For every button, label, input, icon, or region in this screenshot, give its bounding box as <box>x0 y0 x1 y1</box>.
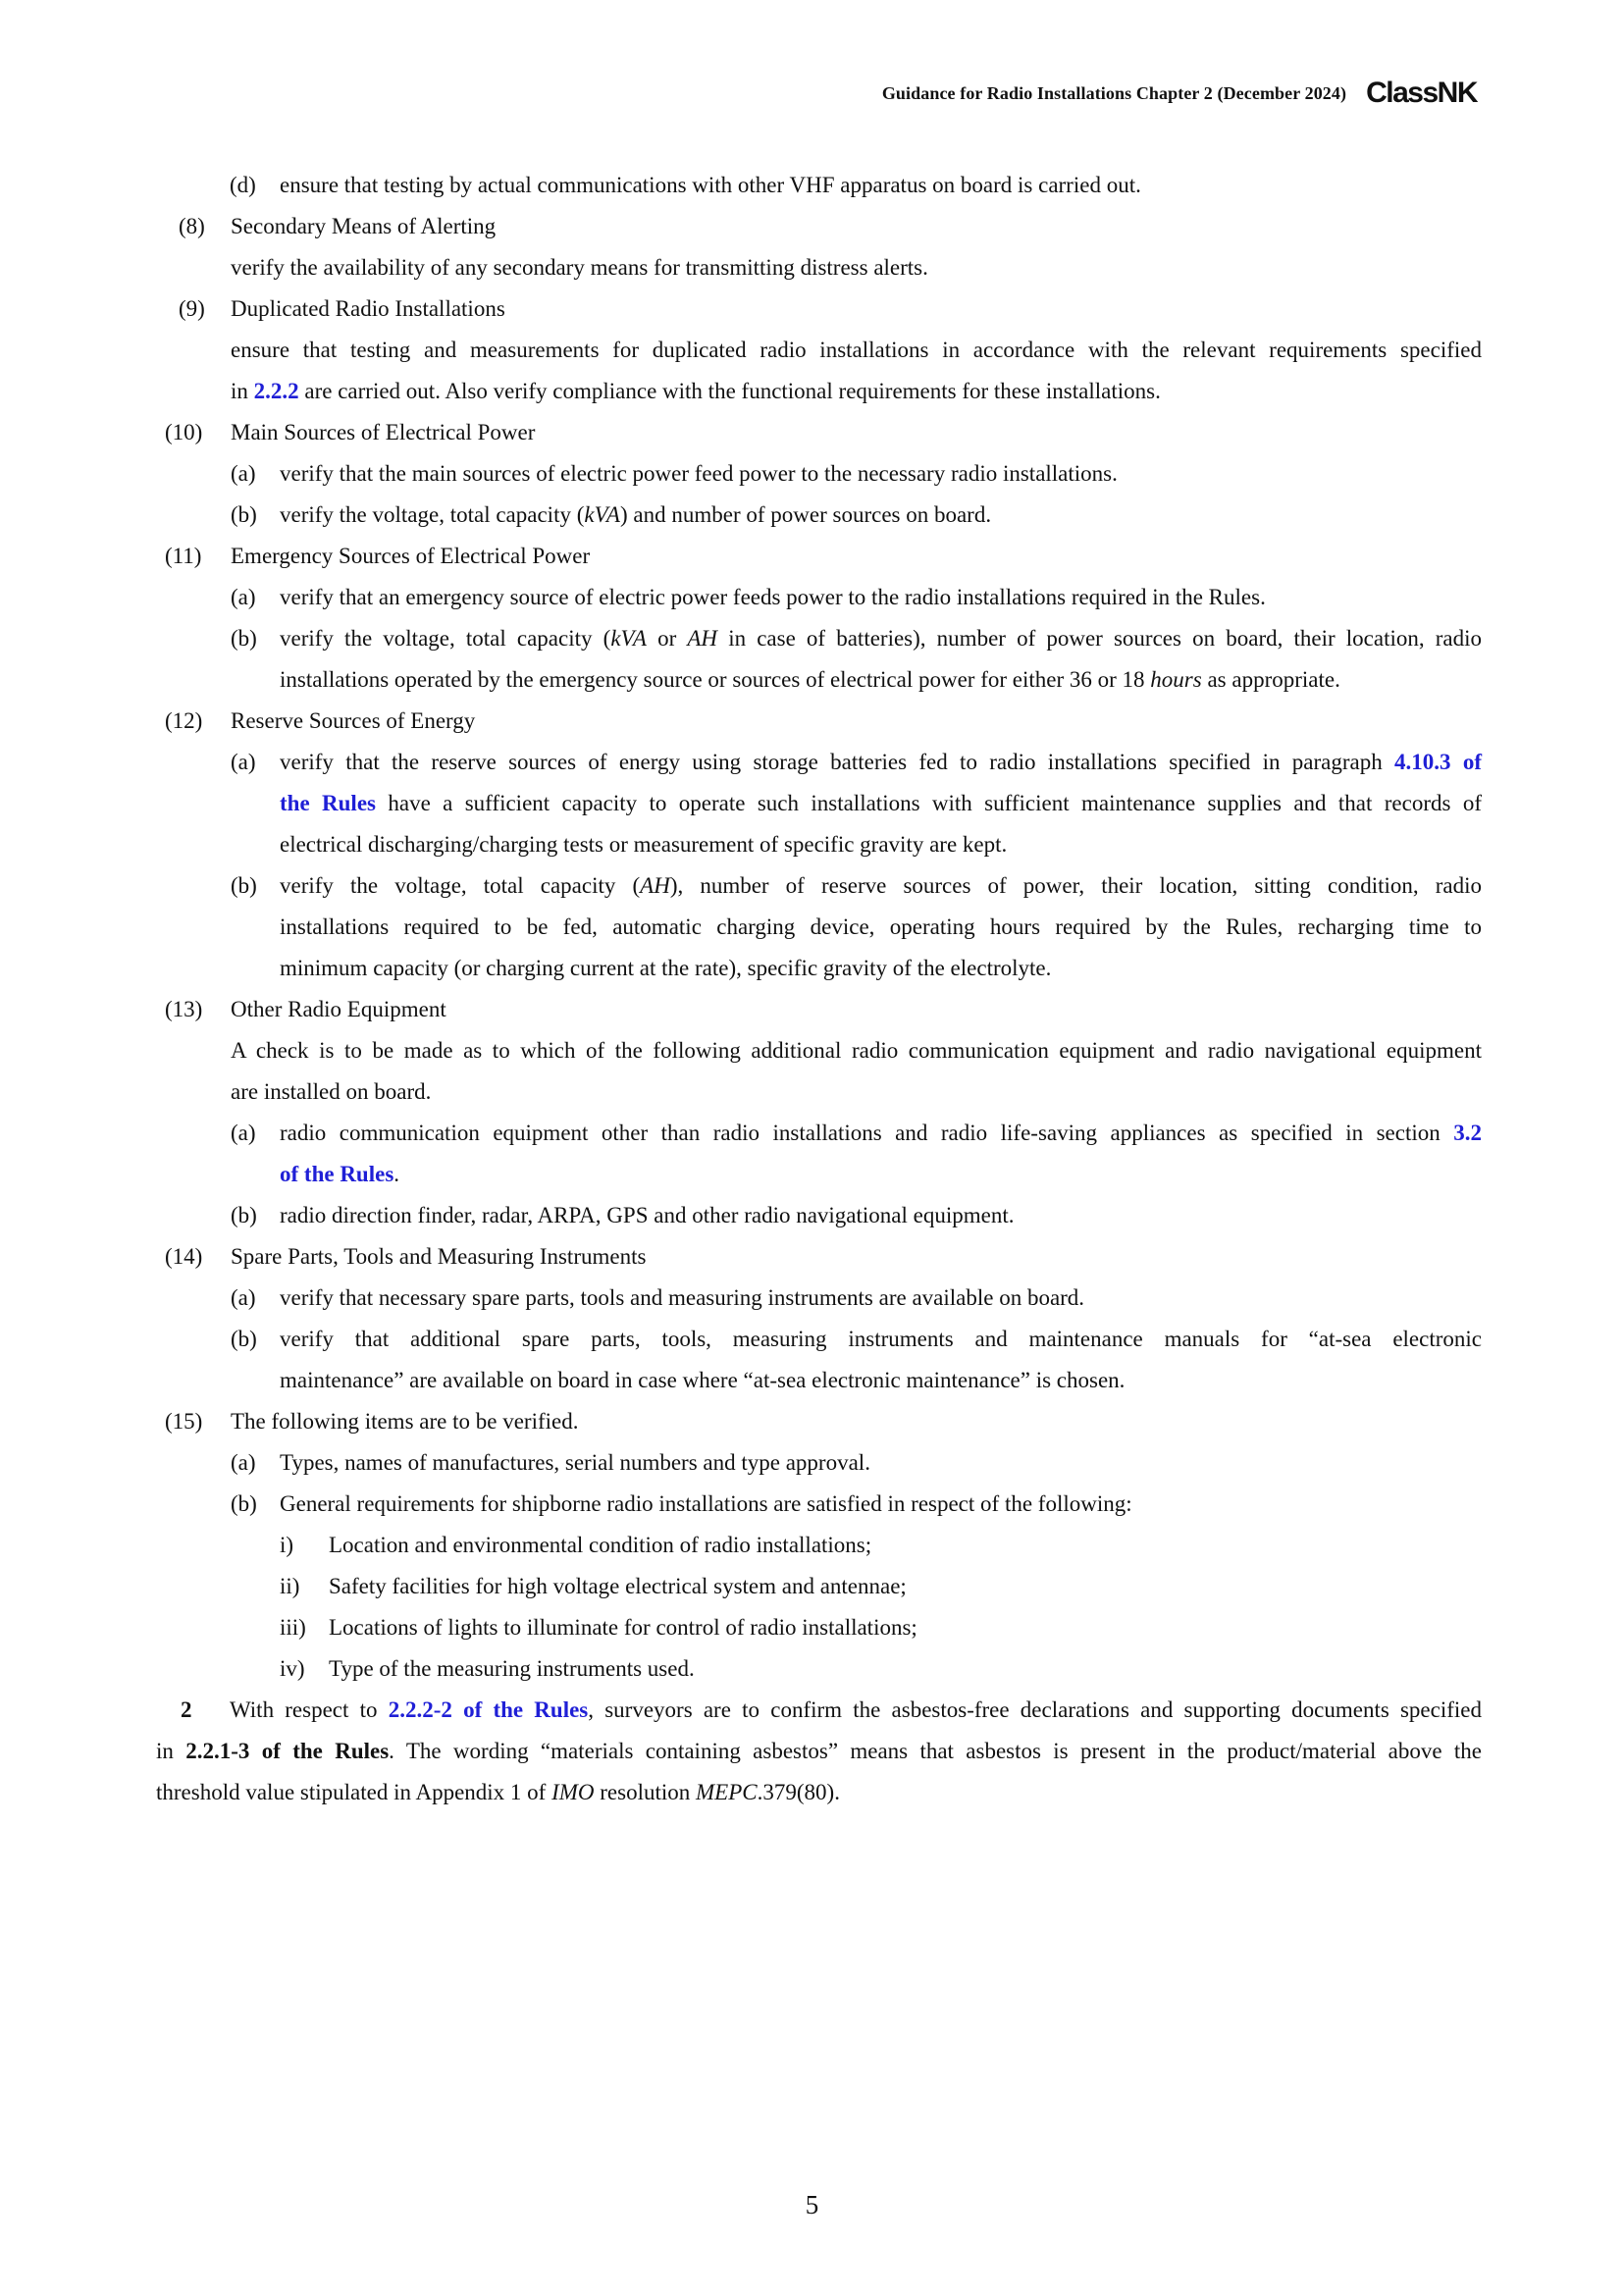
item-9-text-line2: in 2.2.2 are carried out. Also verify compliance with the functional requirements for these installations. <box>231 379 1161 403</box>
link-the-rules[interactable]: the Rules <box>280 791 376 815</box>
item-11-heading: (11) Emergency Sources of Electrical Power <box>165 544 591 568</box>
item-10a: (a) verify that the main sources of electric power feed power to the necessary radio installations. <box>231 461 1118 486</box>
item-9-text-line1: ensure that testing and measurements for duplicated radio installations in accordance with the relevant requirements specified <box>231 338 1482 362</box>
item-8-heading: (8) Secondary Means of Alerting <box>179 214 497 238</box>
link-3-2[interactable]: 3.2 <box>1453 1121 1483 1145</box>
link-of-the-rules[interactable]: of the Rules <box>280 1162 394 1186</box>
item-15-heading: (15) The following items are to be verified. <box>165 1409 579 1434</box>
item-15b-iii: iii) Locations of lights to illuminate for control of radio installations; <box>280 1615 917 1640</box>
link-2-2-2-2[interactable]: 2.2.2-2 of the Rules <box>388 1697 589 1722</box>
item-12-heading: (12) Reserve Sources of Energy <box>165 708 476 733</box>
item-11a: (a) verify that an emergency source of electric power feeds power to the radio installations required in the Rules. <box>231 585 1266 609</box>
item-9-heading: (9) Duplicated Radio Installations <box>179 296 505 321</box>
item-14b-line2: maintenance” are available on board in case where “at-sea electronic maintenance” is chosen. <box>280 1368 1126 1392</box>
item-12a-line3: electrical discharging/charging tests or measurement of specific gravity are kept. <box>280 832 1008 857</box>
item-13a-line2: of the Rules. <box>280 1162 400 1186</box>
classnk-logo: ClassNK <box>1366 77 1477 109</box>
item-12a-line1: (a) verify that the reserve sources of energy using storage batteries fed to radio installations specified in paragraph 4.10.3 of <box>231 750 1482 774</box>
item-13b: (b) radio direction finder, radar, ARPA, GPS and other radio navigational equipment. <box>231 1203 1015 1227</box>
item-11b-line2: installations operated by the emergency source or sources of electrical power for either 36 or 18 hours as appropriate. <box>280 667 1340 692</box>
item-12a-line2: the Rules have a sufficient capacity to operate such installations with sufficient maintenance supplies and that records of <box>280 791 1482 815</box>
item-15b-iv: iv) Type of the measuring instruments used. <box>280 1656 695 1681</box>
link-2-2-2[interactable]: 2.2.2 <box>253 379 299 403</box>
item-10b: (b) verify the voltage, total capacity (kVA) and number of power sources on board. <box>231 502 992 527</box>
item-15b: (b) General requirements for shipborne radio installations are satisfied in respect of the following: <box>231 1491 1132 1516</box>
item-13-line2: are installed on board. <box>231 1079 432 1104</box>
item-14b-line1: (b) verify that additional spare parts, tools, measuring instruments and maintenance manuals for “at-sea electronic <box>231 1327 1482 1351</box>
item-13-line1: A check is to be made as to which of the following additional radio communication equipment and radio navigational equipment <box>231 1038 1482 1063</box>
item-11b-line1: (b) verify the voltage, total capacity (kVA or AH in case of batteries), number of power sources on board, their location, radio <box>231 626 1483 651</box>
item-10-heading: (10) Main Sources of Electrical Power <box>165 420 536 444</box>
paragraph-2-line1: 2 With respect to 2.2.2-2 of the Rules, surveyors are to confirm the asbestos-free declarations and supporting documents specified <box>181 1697 1483 1722</box>
item-7d: (d) ensure that testing by actual communications with other VHF apparatus on board is carried out. <box>230 173 1141 197</box>
item-13a-line1: (a) radio communication equipment other than radio installations and radio life-saving appliances as specified in section 3.2 <box>231 1121 1483 1145</box>
page-header <box>882 78 1477 108</box>
item-13-heading: (13) Other Radio Equipment <box>165 997 446 1021</box>
item-15a: (a) Types, names of manufactures, serial numbers and type approval. <box>231 1450 870 1475</box>
page-number: 5 <box>805 2190 819 2219</box>
item-12b-line3: minimum capacity (or charging current at the rate), specific gravity of the electrolyte. <box>280 956 1052 980</box>
item-8-text: verify the availability of any secondary means for transmitting distress alerts. <box>231 255 928 280</box>
item-12b-line1: (b) verify the voltage, total capacity (AH), number of reserve sources of power, their location, sitting condition, radio <box>231 873 1482 898</box>
item-15b-ii: ii) Safety facilities for high voltage electrical system and antennae; <box>280 1574 907 1598</box>
link-4-10-3[interactable]: 4.10.3 of <box>1394 750 1482 774</box>
item-14-heading: (14) Spare Parts, Tools and Measuring Instruments <box>165 1244 647 1269</box>
item-12b-line2: installations required to be fed, automatic charging device, operating hours required by the Rules, recharging time to <box>280 914 1482 939</box>
paragraph-2-line2: in 2.2.1-3 of the Rules. The wording “materials containing asbestos” means that asbestos is present in the product/material above the <box>156 1739 1483 1763</box>
item-14a: (a) verify that necessary spare parts, tools and measuring instruments are available on board. <box>231 1285 1085 1310</box>
item-15b-i: i) Location and environmental condition of radio installations; <box>280 1533 872 1557</box>
document-body <box>157 165 1482 1813</box>
header-title: Guidance for Radio Installations Chapter 2 (December 2024) <box>881 82 1347 103</box>
paragraph-2-line3: threshold value stipulated in Appendix 1 of IMO resolution MEPC.379(80). <box>156 1780 840 1804</box>
